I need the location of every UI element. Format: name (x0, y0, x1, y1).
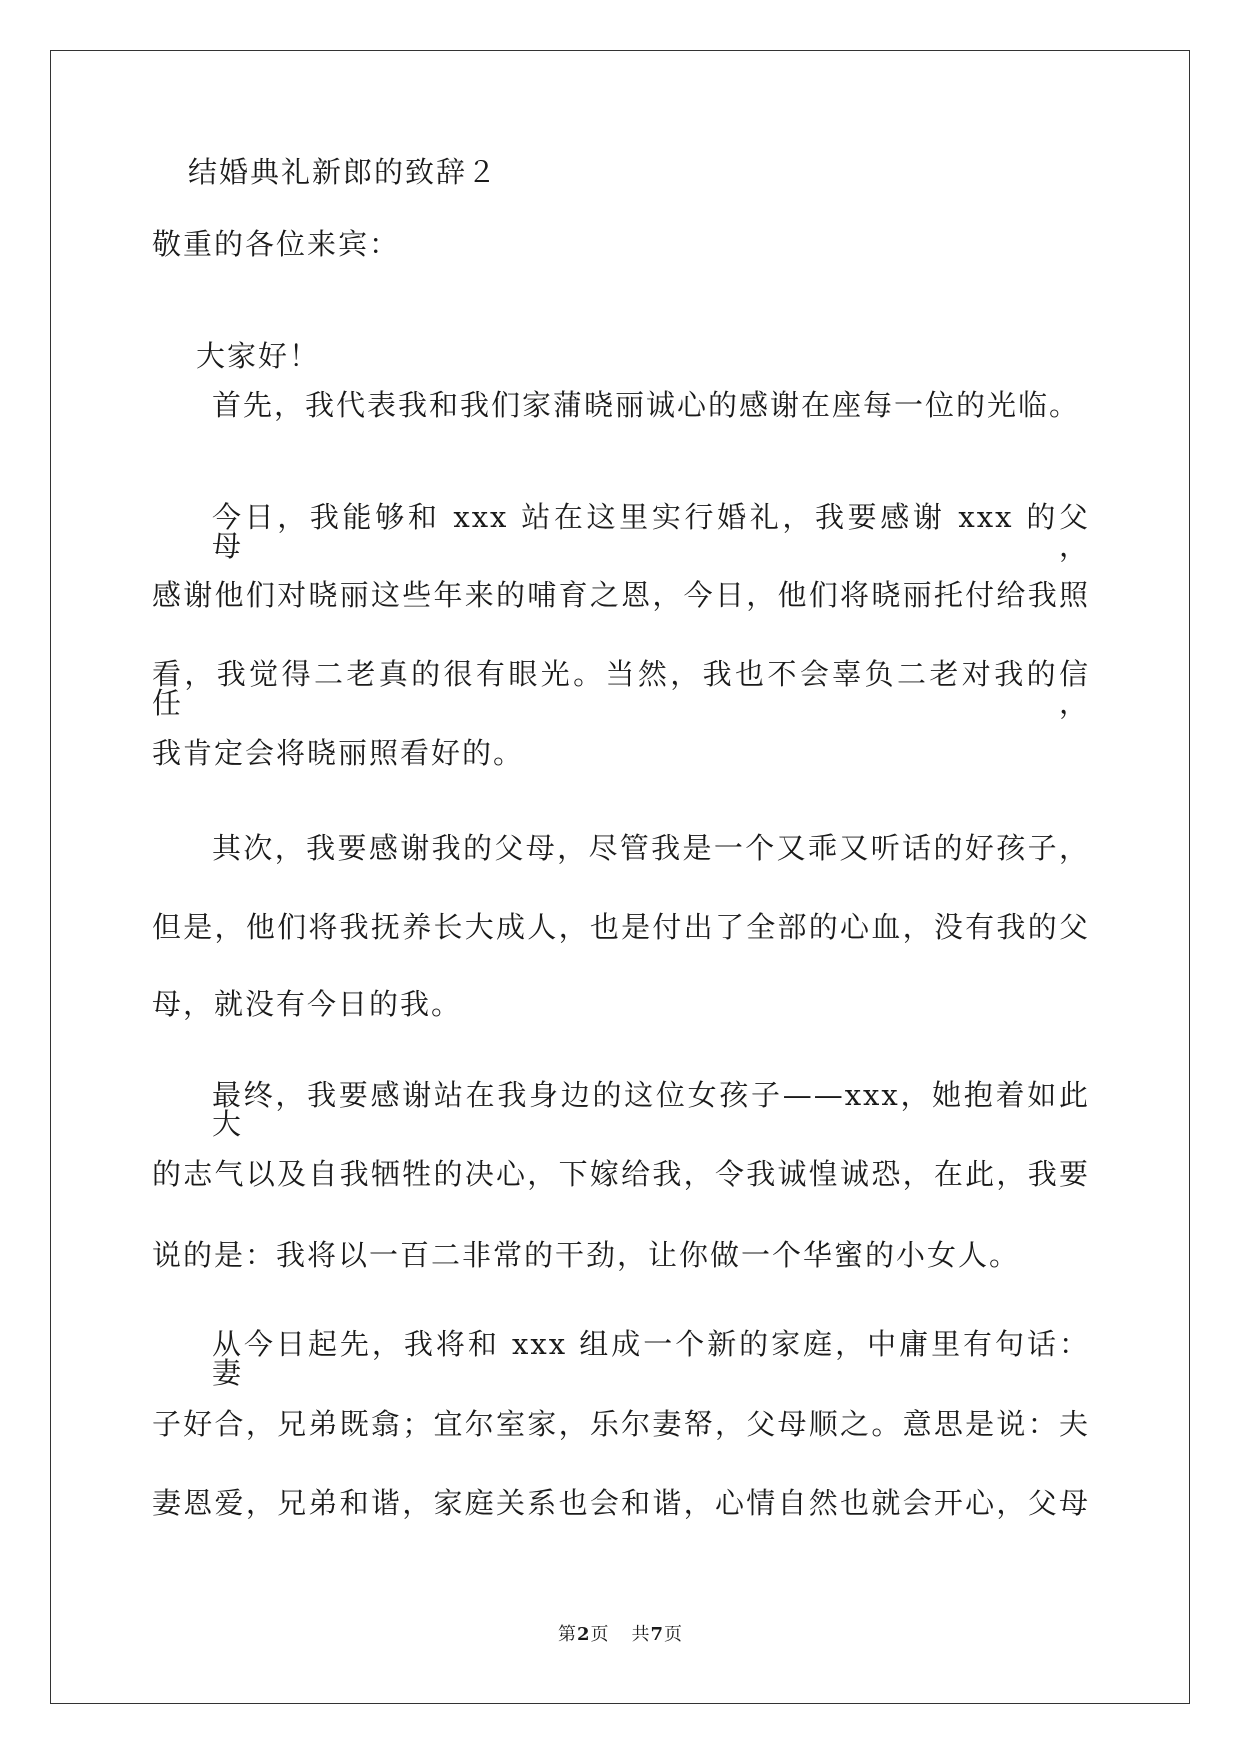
total-pages: 7 (650, 1624, 665, 1645)
paragraph-line: 其次，我要感谢我的父母，尽管我是一个又乖又听话的好孩子， (212, 831, 1090, 865)
paragraph-line: 说的是：我将以一百二非常的干劲，让你做一个华蜜的小女人。 (152, 1238, 1021, 1272)
paragraph-line: 首先，我代表我和我们家蒲晓丽诚心的感谢在座每一位的光临。 (212, 388, 1081, 422)
paragraph-line: 今日，我能够和 xxx 站在这里实行婚礼，我要感谢 xxx 的父母， (212, 500, 1090, 563)
page-suffix: 页 (590, 1624, 610, 1645)
paragraph-line: 最终，我要感谢站在我身边的这位女孩子——xxx，她抱着如此大 (212, 1078, 1090, 1141)
page-footer (0, 1620, 1241, 1646)
page-prefix: 第 (557, 1624, 577, 1645)
greeting: 大家好！ (196, 339, 321, 373)
paragraph-line: 子好合，兄弟既翕；宜尔室家，乐尔妻帑，父母顺之。意思是说：夫 (152, 1407, 1090, 1441)
page-number: 2 (576, 1624, 591, 1645)
paragraph-line: 的志气以及自我牺牲的决心，下嫁给我，令我诚惶诚恐，在此，我要 (152, 1157, 1090, 1191)
paragraph-line: 但是，他们将我抚养长大成人，也是付出了全部的心血，没有我的父 (152, 910, 1090, 944)
paragraph-line: 妻恩爱，兄弟和谐，家庭关系也会和谐，心情自然也就会开心，父母 (152, 1486, 1090, 1520)
paragraph-line: 感谢他们对晓丽这些年来的哺育之恩，今日，他们将晓丽托付给我照 (152, 578, 1090, 612)
document-title: 结婚典礼新郎的致辞２ (188, 155, 499, 189)
page-frame (50, 50, 1190, 1704)
total-suffix: 页 (664, 1624, 684, 1645)
paragraph-line: 我肯定会将晓丽照看好的。 (152, 736, 525, 770)
salutation: 敬重的各位来宾： (152, 227, 401, 261)
paragraph-line: 看，我觉得二老真的很有眼光。当然，我也不会辜负二老对我的信任， (152, 657, 1090, 720)
total-prefix: 共 (631, 1624, 651, 1645)
paragraph-line: 母，就没有今日的我。 (152, 987, 463, 1021)
paragraph-line: 从今日起先，我将和 xxx 组成一个新的家庭，中庸里有句话：妻 (212, 1327, 1090, 1390)
